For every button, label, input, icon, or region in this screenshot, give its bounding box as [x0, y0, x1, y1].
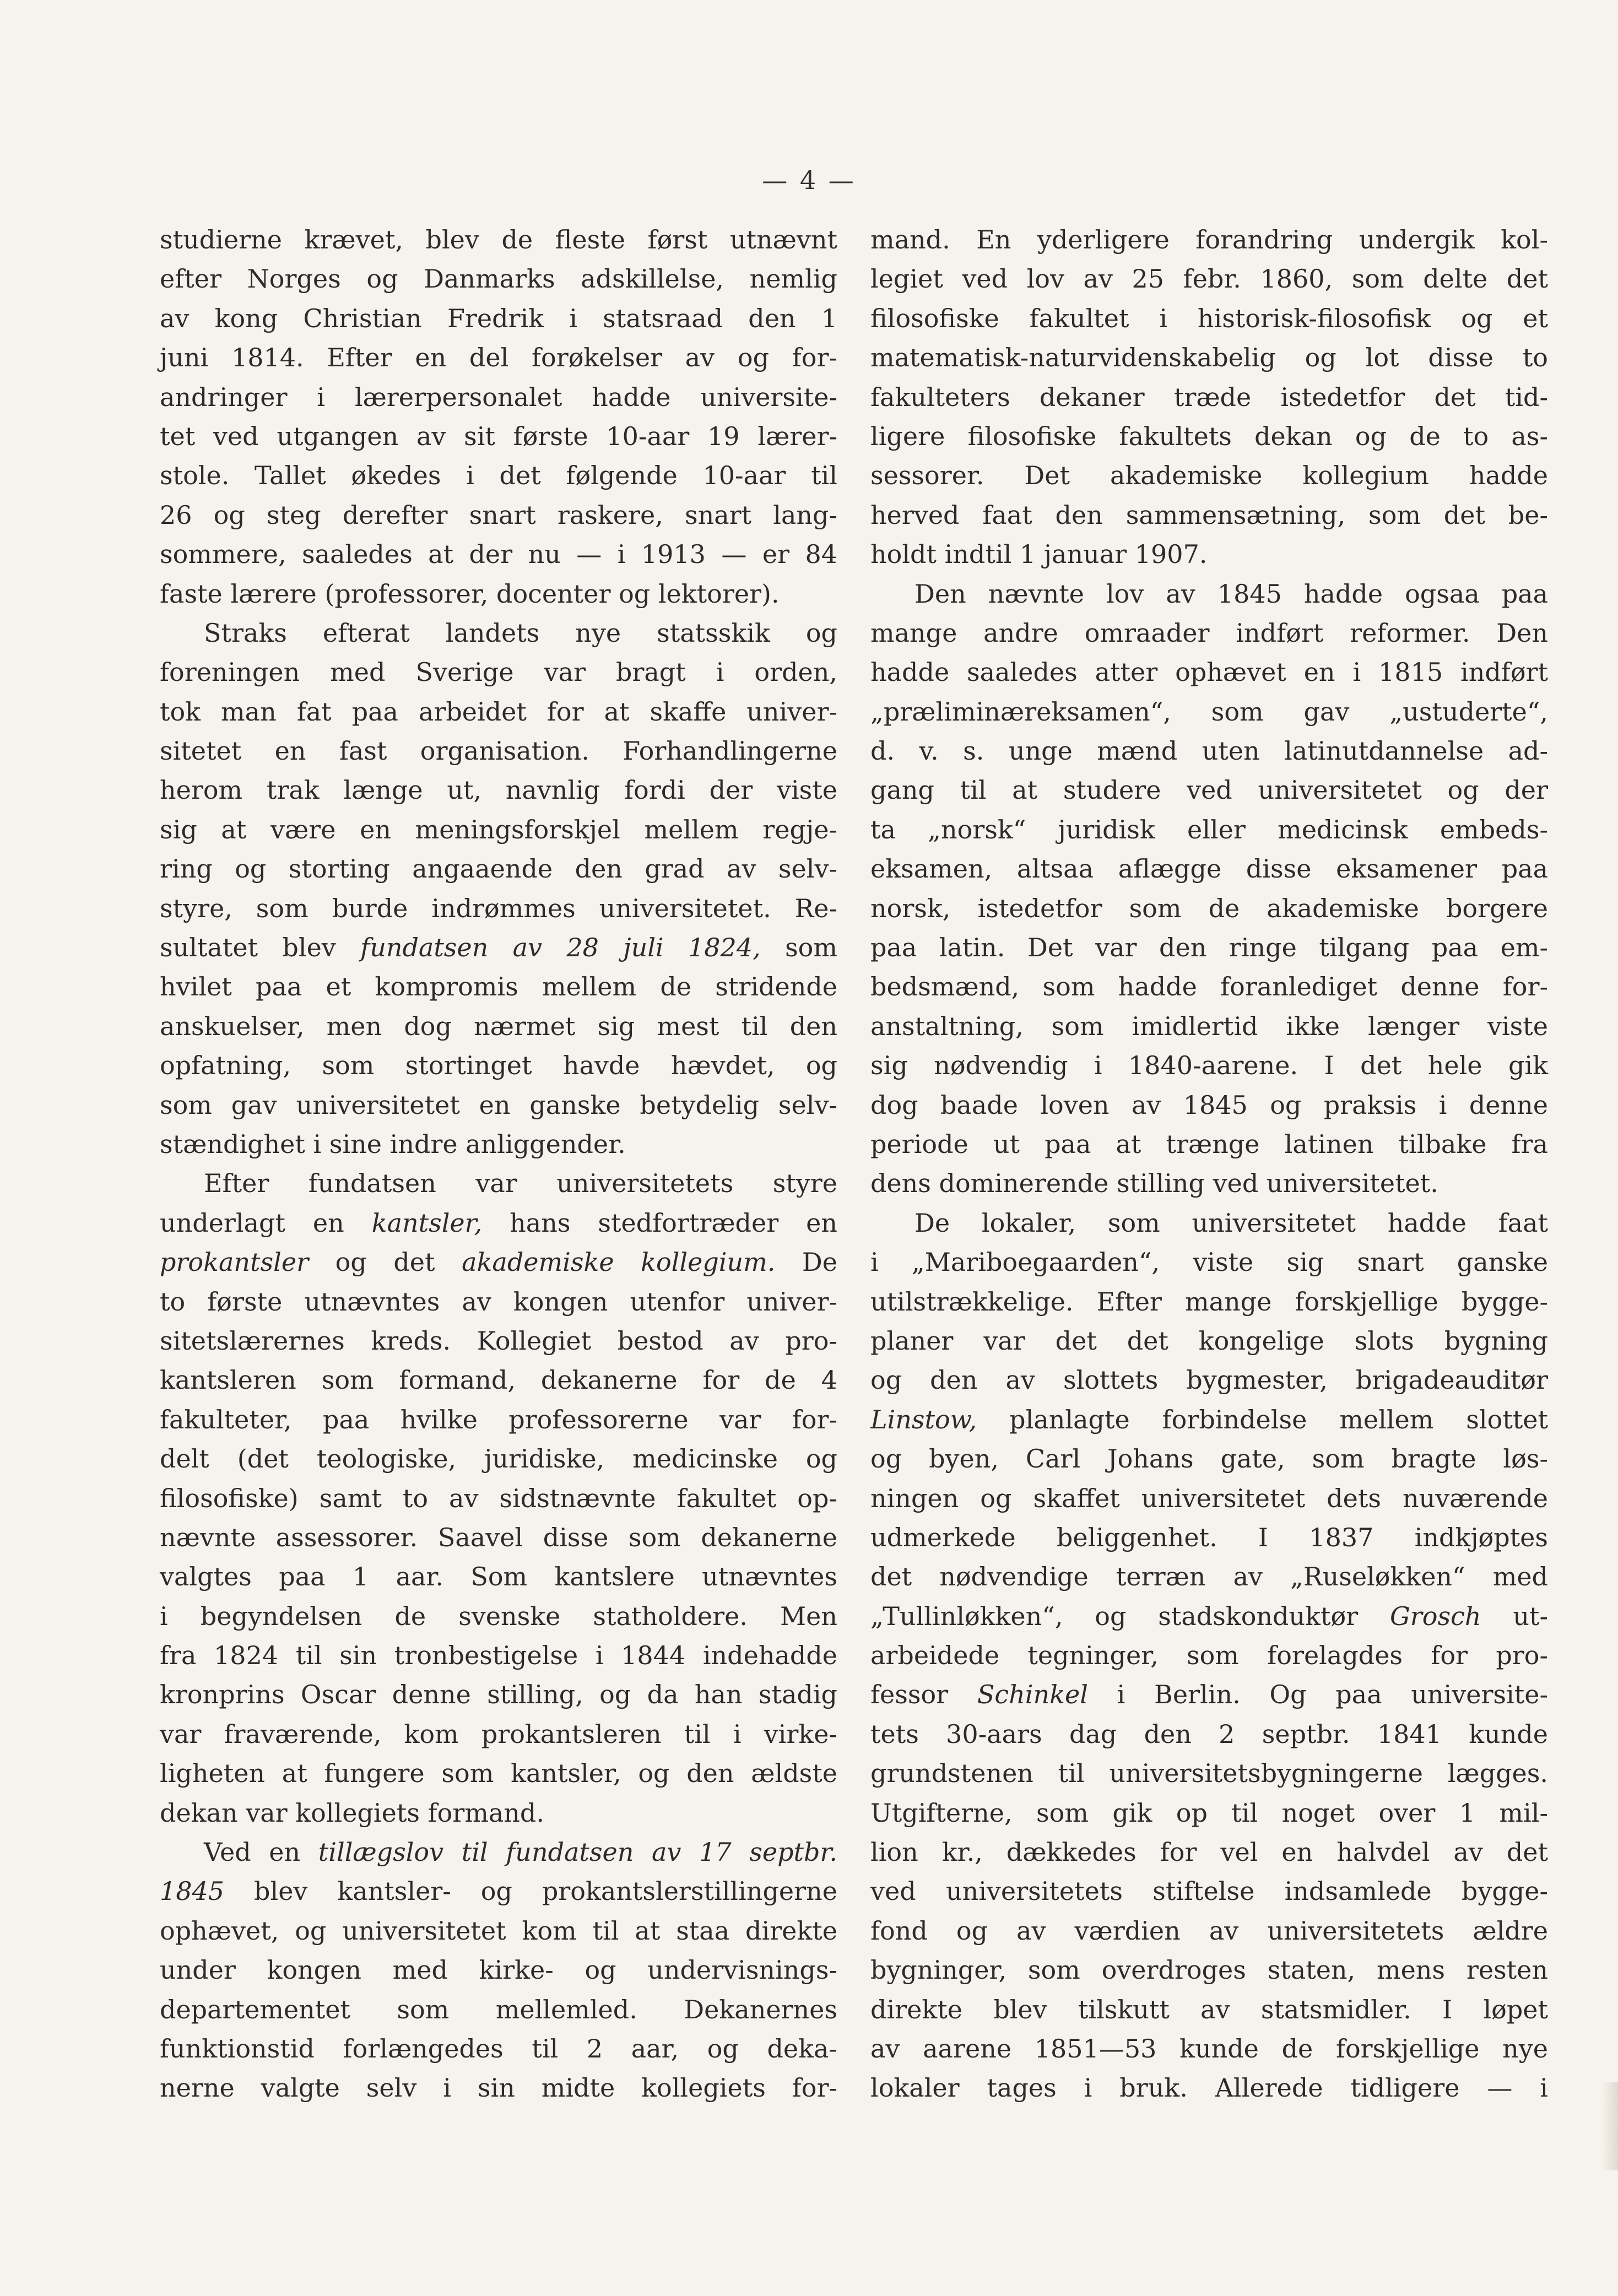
text-line [870, 1911, 1548, 1951]
italic-text: Grosch [1390, 1601, 1481, 1631]
text-segment: d. v. s. unge mænd uten latinutdannelse ad- [870, 736, 1548, 766]
text-segment: av aarene 1851—53 kunde de forskjellige nye [870, 2033, 1548, 2064]
text-segment: ophævet, og universitetet kom til at staa direkte [160, 1915, 837, 1946]
text-segment: De [802, 1247, 838, 1277]
text-line [160, 849, 837, 889]
text-segment: dog baade loven av 1845 og praksis i denne [870, 1090, 1548, 1120]
text-segment: ut- [1513, 1601, 1549, 1631]
text-line [160, 1675, 837, 1714]
text-line [160, 1715, 837, 1754]
text-segment: sommere, saaledes at der nu — i 1913 — er 84 [160, 539, 837, 570]
text-line [870, 1636, 1548, 1675]
text-line [160, 1439, 837, 1479]
text-line [870, 1518, 1548, 1557]
text-segment: blev kantsler- og prokantslerstillingerne [254, 1876, 837, 1907]
text-line [870, 220, 1548, 259]
text-segment: nævnte assessorer. Saavel disse som dekanerne [160, 1522, 837, 1552]
text-line [160, 338, 837, 377]
text-segment: ring og storting angaaende den grad av selv- [160, 854, 837, 884]
text-segment: og byen, Carl Johans gate, som bragte løs- [870, 1444, 1548, 1474]
text-line [160, 456, 837, 495]
text-line [160, 653, 837, 692]
text-segment: sig at være en meningsforskjel mellem regje- [160, 814, 837, 844]
text-line [870, 1794, 1548, 1833]
text-line [160, 1951, 837, 1990]
text-line [160, 1243, 837, 1282]
text-line [160, 1400, 837, 1439]
page-number: — 4 — [762, 165, 856, 195]
text-line [160, 2068, 837, 2108]
text-segment: fakulteters dekaner træde istedetfor det tid- [870, 382, 1548, 412]
text-segment: Utgifterne, som gik op til noget over 1 mil- [870, 1797, 1548, 1828]
text-line [160, 928, 837, 967]
text-segment: fakulteter, paa hvilke professorerne var for- [160, 1404, 837, 1434]
text-line [160, 732, 837, 771]
text-segment: anskuelser, men dog nærmet sig mest til den [160, 1011, 837, 1041]
italic-text: kantsler, [371, 1207, 483, 1238]
text-segment: Straks efterat landets nye statsskik og [204, 618, 837, 648]
text-segment: gang til at studere ved universitetet og der [870, 775, 1548, 805]
text-line [870, 1557, 1548, 1596]
text-segment: under kongen med kirke- og undervisnings- [160, 1955, 837, 1985]
text-line [870, 496, 1548, 535]
text-line [870, 614, 1548, 653]
text-segment: „præliminæreksamen“, som gav „ustuderte“, [870, 696, 1548, 727]
text-segment: ligheten at fungere som kantsler, og den ældste [160, 1758, 837, 1789]
text-segment: mange andre omraader indført reformer. Den [870, 618, 1548, 648]
text-segment: hvilet paa et kompromis mellem de stridende [160, 972, 837, 1002]
text-line [160, 1518, 837, 1557]
text-line [870, 1400, 1548, 1439]
text-segment: opfatning, som stortinget havde hævdet, og [160, 1050, 837, 1081]
text-segment: ta „norsk“ juridisk eller medicinsk embeds- [870, 814, 1548, 844]
text-segment: var fraværende, kom prokantsleren til i virke- [160, 1719, 837, 1749]
text-segment: tet ved utgangen av sit første 10-aar 19 lærer- [160, 421, 837, 451]
italic-text: Schinkel [977, 1680, 1088, 1710]
text-segment: hans stedfortræder en [510, 1207, 837, 1238]
text-line [160, 496, 837, 535]
text-segment: efter Norges og Danmarks adskillelse, nemlig [160, 264, 837, 294]
text-line [870, 456, 1548, 495]
text-segment: fra 1824 til sin tronbestigelse i 1844 indehadde [160, 1640, 837, 1671]
text-line [160, 1086, 837, 1125]
text-segment: fessor [870, 1680, 949, 1710]
text-segment: tok man fat paa arbeidet for at skaffe univer- [160, 696, 837, 727]
text-line [870, 378, 1548, 417]
text-segment: lion kr., dækkedes for vel en halvdel av det [870, 1837, 1548, 1867]
text-segment: i „Mariboegaarden“, viste sig snart ganske [870, 1247, 1548, 1277]
text-segment: i Berlin. Og paa universite- [1117, 1680, 1549, 1710]
text-segment: bygninger, som overdroges staten, mens resten [870, 1955, 1548, 1985]
text-segment: Den nævnte lov av 1845 hadde ogsaa paa [914, 578, 1548, 609]
text-segment: filosofiske) samt to av sidstnævnte fakultet op- [160, 1483, 837, 1513]
text-segment: anstaltning, som imidlertid ikke længer viste [870, 1011, 1548, 1041]
text-segment: og den av slottets bygmester, brigadeauditør [870, 1365, 1548, 1395]
text-segment: funktionstid forlængedes til 2 aar, og deka- [160, 2033, 837, 2064]
text-line [160, 1990, 837, 2029]
text-line [870, 535, 1548, 574]
text-line [160, 259, 837, 299]
text-line [870, 1361, 1548, 1400]
text-line [870, 1086, 1548, 1125]
text-segment: mand. En yderligere forandring undergik kol- [870, 225, 1548, 254]
text-line [870, 1872, 1548, 1911]
text-line [870, 1125, 1548, 1164]
text-line [870, 2068, 1548, 2108]
text-line [870, 928, 1548, 967]
text-segment: matematisk-naturvidenskabelig og lot disse to [870, 343, 1548, 373]
text-line [160, 299, 837, 338]
text-segment: dens dominerende stilling ved universitetet. [870, 1168, 1438, 1199]
text-segment: holdt indtil 1 januar 1907. [870, 539, 1208, 570]
text-segment: som gav universitetet en ganske betydelig selv- [160, 1090, 837, 1120]
text-segment: filosofiske fakultet i historisk-filosofisk og et [870, 303, 1548, 333]
text-line [870, 1007, 1548, 1046]
text-line [870, 338, 1548, 377]
right-text-column [870, 220, 1548, 2108]
text-line [160, 1833, 837, 1872]
text-segment: ligere filosofiske fakultets dekan og de to as- [870, 421, 1548, 451]
text-line [870, 2029, 1548, 2068]
text-segment: arbeidede tegninger, som forelagdes for pro- [870, 1640, 1548, 1671]
text-line [870, 1164, 1548, 1203]
text-segment: valgtes paa 1 aar. Som kantslere utnævntes [160, 1562, 837, 1592]
text-line [160, 417, 837, 456]
text-segment: 26 og steg derefter snart raskere, snart lang- [160, 500, 837, 530]
text-segment: to første utnævntes av kongen utenfor univer- [160, 1286, 837, 1317]
text-segment: planer var det det kongelige slots bygning [870, 1325, 1548, 1356]
text-line [870, 810, 1548, 849]
text-line [870, 653, 1548, 692]
text-line [160, 614, 837, 653]
text-segment: nerne valgte selv i sin midte kollegiets for- [160, 2073, 837, 2103]
text-segment: utilstrækkelige. Efter mange forskjellige bygge- [870, 1286, 1548, 1317]
text-line [870, 1675, 1548, 1714]
text-line [160, 1911, 837, 1951]
text-line [870, 1046, 1548, 1085]
text-segment: udmerkede beliggenhet. I 1837 indkjøptes [870, 1522, 1548, 1552]
text-line [160, 1007, 837, 1046]
text-segment: lokaler tages i bruk. Allerede tidligere — i [870, 2073, 1548, 2103]
text-segment: ningen og skaffet universitetet dets nuværende [870, 1483, 1548, 1513]
text-segment: ved universitetets stiftelse indsamlede bygge- [870, 1876, 1548, 1907]
text-segment: Ved en [204, 1837, 301, 1867]
text-line [870, 1833, 1548, 1872]
text-line [870, 1951, 1548, 1990]
text-line [160, 1636, 837, 1675]
text-line [160, 1794, 837, 1833]
text-segment: legiet ved lov av 25 febr. 1860, som delte det [870, 264, 1548, 294]
text-line [160, 1204, 837, 1243]
text-segment: sig nødvendig i 1840-aarene. I det hele gik [870, 1050, 1548, 1081]
text-line [160, 810, 837, 849]
text-segment: periode ut paa at trænge latinen tilbake fra [870, 1129, 1548, 1159]
text-line [870, 1754, 1548, 1793]
text-line [870, 771, 1548, 810]
text-segment: Efter fundatsen var universitetets styre [204, 1168, 837, 1199]
text-segment: som [785, 933, 837, 963]
text-segment: det nødvendige terræn av „Ruseløkken“ med [870, 1562, 1548, 1592]
text-segment: av kong Christian Fredrik i statsraad den 1 [160, 303, 837, 333]
text-line [870, 1282, 1548, 1322]
text-line [870, 1715, 1548, 1754]
text-line [870, 1204, 1548, 1243]
text-segment: bedsmænd, som hadde foranlediget denne for- [870, 972, 1548, 1002]
text-segment: fond og av værdien av universitetets ældre [870, 1915, 1548, 1946]
italic-text: prokantsler [160, 1247, 309, 1277]
text-line [870, 1990, 1548, 2029]
text-line [870, 732, 1548, 771]
text-segment: tets 30-aars dag den 2 septbr. 1841 kunde [870, 1719, 1548, 1749]
text-line [160, 1557, 837, 1596]
text-line [870, 849, 1548, 889]
page-edge-shadow [1601, 2082, 1618, 2170]
text-segment: sitetslærernes kreds. Kollegiet bestod av pro- [160, 1325, 837, 1356]
text-line [160, 2029, 837, 2068]
text-line [870, 889, 1548, 928]
text-line [870, 1322, 1548, 1361]
text-line [160, 1597, 837, 1636]
italic-text: fundatsen av 28 juli 1824, [360, 933, 761, 963]
text-segment: departementet som mellemled. Dekanernes [160, 1994, 837, 2024]
text-line [870, 1479, 1548, 1518]
italic-text: Linstow, [870, 1404, 977, 1434]
text-segment: De lokaler, som universitetet hadde faat [914, 1207, 1548, 1238]
text-line [160, 378, 837, 417]
text-line [160, 1322, 837, 1361]
text-segment: underlagt en [160, 1207, 344, 1238]
text-segment: juni 1814. Efter en del forøkelser av og for- [160, 343, 837, 373]
text-segment: sitetet en fast organisation. Forhandlingerne [160, 736, 837, 766]
text-line [160, 1872, 837, 1911]
text-segment: delt (det teologiske, juridiske, medicinske og [160, 1444, 837, 1474]
text-segment: i begyndelsen de svenske statholdere. Men [160, 1601, 837, 1631]
text-segment: norsk, istedetfor som de akademiske borgere [870, 893, 1548, 923]
text-line [870, 299, 1548, 338]
italic-text: akademiske kollegium. [462, 1247, 776, 1277]
text-segment: faste lærere (professorer, docenter og lektorer). [160, 578, 780, 609]
text-line [160, 967, 837, 1006]
text-line [870, 259, 1548, 299]
text-segment: sessorer. Det akademiske kollegium hadde [870, 461, 1548, 491]
italic-text: tillægslov til fundatsen av 17 septbr. [318, 1837, 837, 1867]
text-line [160, 889, 837, 928]
text-segment: dekan var kollegiets formand. [160, 1797, 544, 1828]
text-segment: andringer i lærerpersonalet hadde universite- [160, 382, 837, 412]
left-text-column [160, 220, 837, 2108]
text-line [160, 771, 837, 810]
text-line [870, 1243, 1548, 1282]
text-line [160, 1046, 837, 1085]
text-segment: hadde saaledes atter ophævet en i 1815 indført [870, 657, 1548, 687]
text-segment: kantsleren som formand, dekanerne for de 4 [160, 1365, 837, 1395]
text-segment: grundstenen til universitetsbygningerne lægges. [870, 1758, 1548, 1789]
text-line [870, 1597, 1548, 1636]
text-segment: herved faat den sammensætning, som det be- [870, 500, 1548, 530]
text-segment: stændighet i sine indre anliggender. [160, 1129, 626, 1159]
text-line [160, 1479, 837, 1518]
text-line [870, 1439, 1548, 1479]
text-segment: og det [335, 1247, 435, 1277]
text-line [160, 1125, 837, 1164]
text-line [870, 692, 1548, 732]
text-segment: herom trak længe ut, navnlig fordi der viste [160, 775, 837, 805]
text-segment: „Tullinløkken“, og stadskonduktør [870, 1601, 1359, 1631]
text-line [160, 575, 837, 614]
text-line [870, 417, 1548, 456]
text-segment: eksamen, altsaa aflægge disse eksamener paa [870, 854, 1548, 884]
text-segment: sultatet blev [160, 933, 336, 963]
text-line [870, 575, 1548, 614]
text-line [160, 220, 837, 259]
text-segment: studierne krævet, blev de fleste først utnævnt [160, 225, 837, 254]
text-line [870, 967, 1548, 1006]
text-line [160, 1754, 837, 1793]
text-line [160, 1361, 837, 1400]
text-line [160, 1282, 837, 1322]
text-segment: planlagte forbindelse mellem slottet [1009, 1404, 1549, 1434]
text-line [160, 1164, 837, 1203]
text-segment: stole. Tallet økedes i det følgende 10-aar til [160, 461, 837, 491]
text-line [160, 535, 837, 574]
italic-text: 1845 [160, 1876, 225, 1907]
text-segment: styre, som burde indrømmes universitetet. Re- [160, 893, 837, 923]
text-segment: kronprins Oscar denne stilling, og da han stadig [160, 1680, 837, 1710]
text-segment: foreningen med Sverige var bragt i orden, [160, 657, 837, 687]
text-segment: direkte blev tilskutt av statsmidler. I løpet [870, 1994, 1548, 2024]
text-line [160, 692, 837, 732]
text-segment: paa latin. Det var den ringe tilgang paa em- [870, 933, 1548, 963]
